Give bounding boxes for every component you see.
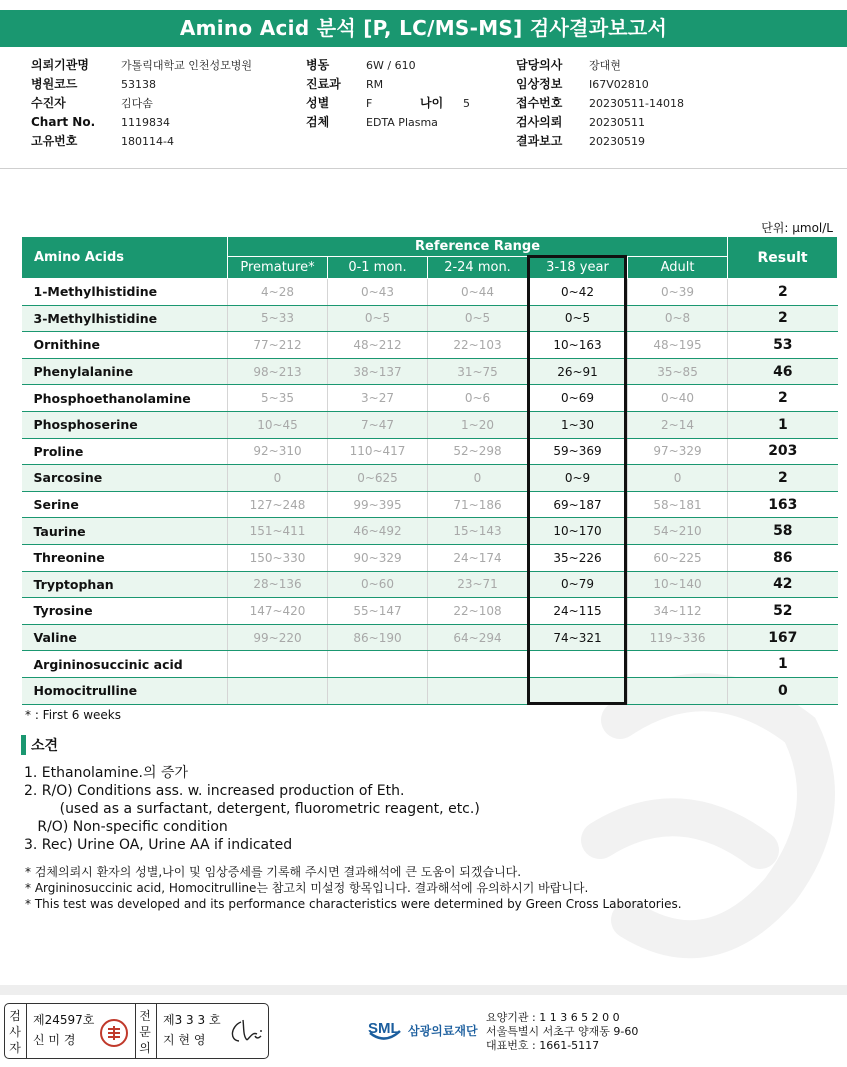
lab-name: 삼광의료재단 [408, 1023, 478, 1038]
specialist-name: 지 현 영 [163, 1033, 206, 1047]
patient-info-col1 [31, 56, 253, 151]
patient-info-col2 [306, 56, 470, 132]
finding-line: (used as a surfactant, detergent, fluorometric reagent, etc.) [24, 801, 480, 817]
reference-range-cell: 26~91 [528, 358, 628, 385]
result-value: 86 [728, 544, 838, 571]
table-row [22, 279, 838, 306]
reference-range-cell: 0~43 [328, 279, 428, 306]
reference-range-cell: 10~170 [528, 518, 628, 545]
reference-range-cell: 0~5 [328, 305, 428, 332]
table-row [22, 624, 838, 651]
reference-range-cell: 58~181 [628, 491, 728, 518]
result-value: 0 [728, 677, 838, 704]
amino-acid-results-table [21, 236, 838, 705]
reference-range-cell [328, 677, 428, 704]
info-label: 진료과 [306, 77, 341, 91]
reference-range-cell [528, 651, 628, 678]
col-header-adult: Adult [628, 257, 728, 279]
reference-range-cell: 1~20 [428, 411, 528, 438]
reference-range-cell: 0~79 [528, 571, 628, 598]
note-line: * 검체의뢰시 환자의 성별,나이 및 임상증세를 기록해 주시면 결과해석에 큰 도움이 되겠습니다. [25, 865, 522, 879]
note-line: * Argininosuccinic acid, Homocitrulline는 참고치 미설정 항목입니다. 결과해석에 유의하시기 바랍니다. [25, 881, 589, 895]
result-value: 58 [728, 518, 838, 545]
reference-range-cell: 52~298 [428, 438, 528, 465]
reference-range-cell [428, 651, 528, 678]
table-row [22, 491, 838, 518]
result-value: 52 [728, 598, 838, 625]
reference-range-cell: 46~492 [328, 518, 428, 545]
info-value: I67V02810 [589, 78, 649, 91]
reference-range-cell: 34~112 [628, 598, 728, 625]
reference-range-cell: 28~136 [228, 571, 328, 598]
info-value: 53138 [121, 78, 156, 91]
reference-range-cell: 0~39 [628, 279, 728, 306]
reference-range-cell [528, 677, 628, 704]
reference-range-cell: 0~9 [528, 465, 628, 492]
info-label: 성별 [306, 96, 330, 110]
reference-range-cell: 24~174 [428, 544, 528, 571]
col-header-result: Result [728, 237, 838, 279]
reference-range-cell: 0~5 [528, 305, 628, 332]
finding-line: 2. R/O) Conditions ass. w. increased production of Eth. [24, 783, 405, 799]
table-row [22, 411, 838, 438]
amino-acid-name: Argininosuccinic acid [22, 651, 228, 678]
reference-range-cell: 2~14 [628, 411, 728, 438]
reference-range-cell [628, 651, 728, 678]
reference-range-cell: 22~108 [428, 598, 528, 625]
reference-range-cell: 0~625 [328, 465, 428, 492]
amino-acid-name: Proline [22, 438, 228, 465]
reference-range-cell: 71~186 [428, 491, 528, 518]
info-value: EDTA Plasma [366, 116, 438, 129]
col-header-0-1-mon: 0-1 mon. [328, 257, 428, 279]
reference-range-cell: 0~8 [628, 305, 728, 332]
reference-range-cell: 0~5 [428, 305, 528, 332]
table-row [22, 598, 838, 625]
amino-acid-name: Ornithine [22, 332, 228, 359]
reference-range-cell: 0 [428, 465, 528, 492]
reference-range-cell: 10~140 [628, 571, 728, 598]
info-value: 김다솜 [121, 97, 153, 110]
reference-range-cell: 60~225 [628, 544, 728, 571]
unit-label: 단위: μmol/L [761, 221, 833, 235]
reference-range-cell: 110~417 [328, 438, 428, 465]
table-row [22, 465, 838, 492]
info-label: 고유번호 [31, 134, 78, 148]
amino-acid-name: Phenylalanine [22, 358, 228, 385]
amino-acid-name: Phosphoserine [22, 411, 228, 438]
report-notes [25, 864, 682, 912]
reference-range-cell: 15~143 [428, 518, 528, 545]
reference-range-cell [328, 651, 428, 678]
result-value: 53 [728, 332, 838, 359]
reference-range-cell: 10~163 [528, 332, 628, 359]
info-label: 접수번호 [516, 96, 563, 110]
reference-range-cell: 86~190 [328, 624, 428, 651]
info-value: 장대현 [589, 59, 621, 72]
reference-range-cell: 0~6 [428, 385, 528, 412]
info-value: RM [366, 78, 384, 91]
amino-acid-name: Sarcosine [22, 465, 228, 492]
reference-range-cell: 147~420 [228, 598, 328, 625]
info-label: 병동 [306, 58, 330, 72]
result-value: 2 [728, 305, 838, 332]
seal-stamp-icon [99, 1018, 129, 1048]
info-value: 20230511 [589, 116, 645, 129]
reference-range-cell: 5~33 [228, 305, 328, 332]
reference-range-cell: 0~42 [528, 279, 628, 306]
reference-range-cell: 99~395 [328, 491, 428, 518]
note-line: * This test was developed and its performance characteristics were determined by Green Cross Laboratories. [25, 897, 682, 911]
specialist-license-number: 제3 3 3 호 [163, 1013, 221, 1027]
tester-license-number: 제24597호 [33, 1013, 95, 1027]
result-value: 163 [728, 491, 838, 518]
reference-range-cell: 98~213 [228, 358, 328, 385]
lab-contact-info [486, 1011, 638, 1053]
reference-range-cell: 0~60 [328, 571, 428, 598]
table-row [22, 305, 838, 332]
info-value: 6W / 610 [366, 59, 416, 72]
result-value: 2 [728, 385, 838, 412]
info-label: 임상정보 [516, 77, 563, 91]
patient-info-col3 [516, 56, 684, 151]
heading-marker [21, 735, 26, 755]
info-label: 수진자 [31, 96, 66, 110]
result-value: 203 [728, 438, 838, 465]
info-value: 가톨릭대학교 인천성모병원 [121, 59, 253, 72]
info-value: 1119834 [121, 116, 170, 129]
reference-range-cell: 48~195 [628, 332, 728, 359]
tester-name: 신 미 경 [33, 1033, 76, 1047]
amino-acid-name: Tryptophan [22, 571, 228, 598]
table-row [22, 332, 838, 359]
result-value: 42 [728, 571, 838, 598]
info-label: 담당의사 [516, 58, 563, 72]
signature-box [4, 1003, 269, 1059]
table-row [22, 438, 838, 465]
info-label: Chart No. [31, 115, 96, 129]
svg-text:SML: SML [368, 1020, 400, 1037]
specialist-vertical-label: 전 문 의 [139, 1009, 151, 1055]
report-title: Amino Acid 분석 [P, LC/MS-MS] 검사결과보고서 [0, 10, 847, 47]
reference-range-cell: 150~330 [228, 544, 328, 571]
lab-phone: 대표번호 : 1661-5117 [486, 1039, 600, 1052]
reference-range-cell [428, 677, 528, 704]
amino-acid-name: Homocitrulline [22, 677, 228, 704]
reference-range-cell: 151~411 [228, 518, 328, 545]
reference-range-cell: 1~30 [528, 411, 628, 438]
tester-vertical-label: 검 사 자 [9, 1009, 21, 1055]
table-footnote: * : First 6 weeks [25, 708, 121, 722]
result-value: 1 [728, 651, 838, 678]
amino-acid-name: 3-Methylhistidine [22, 305, 228, 332]
reference-range-cell: 48~212 [328, 332, 428, 359]
lab-code: 요양기관 : 1 1 3 6 5 2 0 0 [486, 1011, 620, 1024]
reference-range-cell: 0~69 [528, 385, 628, 412]
finding-line: 3. Rec) Urine OA, Urine AA if indicated [24, 837, 293, 853]
info-label: 병원코드 [31, 77, 78, 91]
lab-logo [366, 1013, 478, 1047]
amino-acid-name: Tyrosine [22, 598, 228, 625]
reference-range-cell: 5~35 [228, 385, 328, 412]
reference-range-cell: 3~27 [328, 385, 428, 412]
reference-range-cell: 0~44 [428, 279, 528, 306]
result-value: 2 [728, 465, 838, 492]
reference-range-cell: 23~71 [428, 571, 528, 598]
reference-range-cell: 4~28 [228, 279, 328, 306]
result-value: 46 [728, 358, 838, 385]
reference-range-cell: 0 [228, 465, 328, 492]
reference-range-cell: 64~294 [428, 624, 528, 651]
col-header-3-18-year: 3-18 year [528, 257, 628, 279]
finding-line: R/O) Non-specific condition [24, 819, 228, 835]
table-row [22, 677, 838, 704]
reference-range-cell: 24~115 [528, 598, 628, 625]
header-divider [0, 168, 847, 169]
info-value: 180114-4 [121, 135, 174, 148]
reference-range-cell: 59~369 [528, 438, 628, 465]
info-value: 20230511-14018 [589, 97, 684, 110]
findings-heading [21, 735, 58, 755]
reference-range-cell: 97~329 [628, 438, 728, 465]
reference-range-cell: 119~336 [628, 624, 728, 651]
findings-text [24, 764, 480, 854]
amino-acid-name: Valine [22, 624, 228, 651]
findings-title: 소견 [31, 738, 59, 754]
info-label: 검체 [306, 115, 330, 129]
reference-range-cell: 0 [628, 465, 728, 492]
reference-range-cell: 35~85 [628, 358, 728, 385]
lab-address: 서울특별시 서초구 양재동 9-60 [486, 1025, 639, 1038]
col-header-reference-range: Reference Range [228, 237, 728, 257]
table-row [22, 358, 838, 385]
reference-range-cell: 77~212 [228, 332, 328, 359]
age-value: 5 [463, 97, 470, 110]
reference-range-cell: 99~220 [228, 624, 328, 651]
info-label: 검사의뢰 [516, 115, 563, 129]
table-row [22, 651, 838, 678]
table-row [22, 544, 838, 571]
reference-range-cell: 69~187 [528, 491, 628, 518]
reference-range-cell: 90~329 [328, 544, 428, 571]
reference-range-cell: 127~248 [228, 491, 328, 518]
sml-logo-icon [366, 1013, 404, 1047]
col-header-amino-acids: Amino Acids [22, 237, 228, 279]
result-value: 1 [728, 411, 838, 438]
info-label: 결과보고 [516, 134, 563, 148]
amino-acid-name: Serine [22, 491, 228, 518]
reference-range-cell [228, 677, 328, 704]
result-value: 167 [728, 624, 838, 651]
amino-acid-name: Taurine [22, 518, 228, 545]
footer-divider-band [0, 985, 847, 995]
table-row [22, 385, 838, 412]
reference-range-cell: 22~103 [428, 332, 528, 359]
info-value: 20230519 [589, 135, 645, 148]
result-value: 2 [728, 279, 838, 306]
col-header-premature: Premature* [228, 257, 328, 279]
reference-range-cell: 35~226 [528, 544, 628, 571]
table-row [22, 518, 838, 545]
handwritten-signature-icon [227, 1014, 267, 1048]
reference-range-cell: 38~137 [328, 358, 428, 385]
reference-range-cell: 92~310 [228, 438, 328, 465]
amino-acid-name: Threonine [22, 544, 228, 571]
info-label: 의뢰기관명 [31, 58, 89, 72]
reference-range-cell: 31~75 [428, 358, 528, 385]
reference-range-cell: 55~147 [328, 598, 428, 625]
reference-range-cell: 0~40 [628, 385, 728, 412]
finding-line: 1. Ethanolamine.의 증가 [24, 765, 188, 781]
table-row [22, 571, 838, 598]
reference-range-cell: 7~47 [328, 411, 428, 438]
reference-range-cell: 74~321 [528, 624, 628, 651]
reference-range-cell: 10~45 [228, 411, 328, 438]
amino-acid-name: 1-Methylhistidine [22, 279, 228, 306]
reference-range-cell [628, 677, 728, 704]
col-header-2-24-mon: 2-24 mon. [428, 257, 528, 279]
amino-acid-name: Phosphoethanolamine [22, 385, 228, 412]
age-label: 나이 [420, 96, 444, 110]
reference-range-cell: 54~210 [628, 518, 728, 545]
info-value: F [366, 97, 373, 110]
reference-range-cell [228, 651, 328, 678]
